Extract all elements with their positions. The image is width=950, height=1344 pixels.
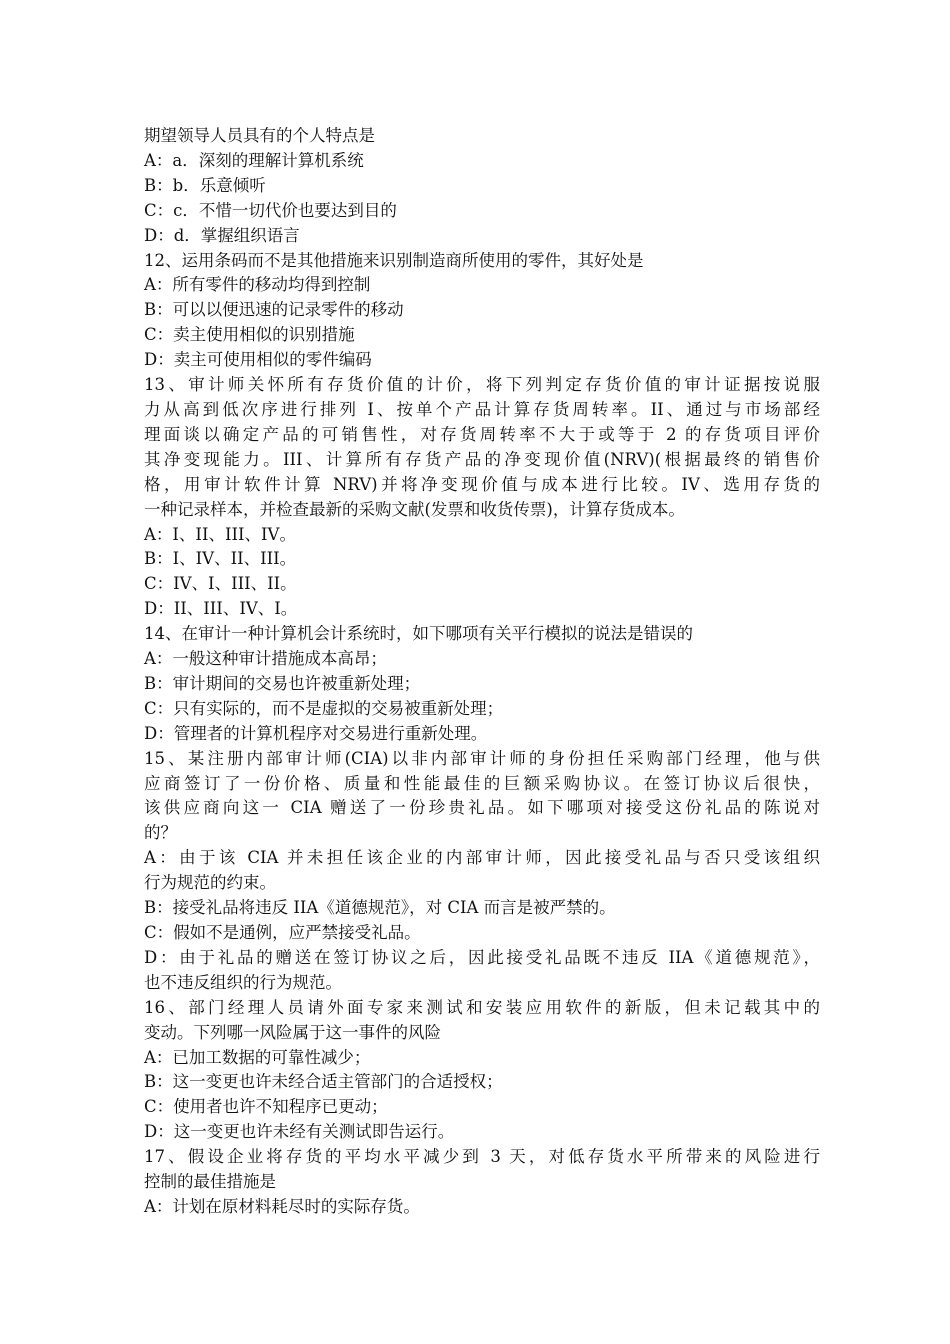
option-line: C：只有实际的，而不是虚拟的交易被重新处理； — [144, 698, 504, 718]
question-14-line: 14、在审计一种计算机会计系统时，如下哪项有关平行模拟的说法是错误的 — [144, 624, 693, 644]
option-line: A：所有零件的移动均得到控制 — [144, 275, 371, 295]
question-17-line: 17、假设企业将存货的平均水平减少到 3 天，对低存货水平所带来的风险进行 — [144, 1147, 820, 1167]
option-line: B：审计期间的交易也许被重新处理； — [144, 673, 421, 693]
option-line: A：a．深刻的理解计算机系统 — [144, 150, 364, 170]
option-line: A：计划在原材料耗尽时的实际存货。 — [144, 1196, 420, 1216]
question-16-line: 16、部门经理人员请外面专家来测试和安装应用软件的新版，但未记载其中的 — [144, 997, 820, 1017]
question-13-line: 一种记录样本，并检查最新的采购文献(发票和收货传票)，计算存货成本。 — [144, 499, 685, 519]
question-16-line: 变动。下列哪一风险属于这一事件的风险 — [144, 1022, 441, 1042]
option-line: A：由于该 CIA 并未担任该企业的内部审计师，因此接受礼品与否只受该组织 — [144, 848, 820, 868]
question-15-line: 该供应商向这一 CIA 赠送了一份珍贵礼品。如下哪项对接受这份礼品的陈说对 — [144, 798, 820, 818]
option-line: A：已加工数据的可靠性减少； — [144, 1047, 371, 1067]
option-line: C：c．不惜一切代价也要达到目的 — [144, 200, 397, 220]
question-13-line: 其净变现能力。III、计算所有存货产品的净变现价值(NRV)(根据最终的销售价 — [144, 449, 820, 469]
question-17-line: 控制的最佳措施是 — [144, 1172, 276, 1192]
option-line: D：管理者的计算机程序对交易进行重新处理。 — [144, 723, 488, 743]
option-line: B：I、IV、II、III。 — [144, 549, 297, 569]
option-line: 也不违反组织的行为规范。 — [144, 972, 342, 992]
option-line: C：卖主使用相似的识别措施 — [144, 325, 355, 345]
option-line: 行为规范的约束。 — [144, 873, 276, 893]
question-12-line: 12、运用条码而不是其他措施来识别制造商所使用的零件，其好处是 — [144, 250, 644, 270]
question-15-line: 15、某注册内部审计师(CIA)以非内部审计师的身份担任采购部门经理，他与供 — [144, 748, 820, 768]
option-line: B：这一变更也许未经合适主管部门的合适授权； — [144, 1072, 503, 1092]
option-line: B：b．乐意倾听 — [144, 175, 266, 195]
option-line: D：这一变更也许未经有关测试即告运行。 — [144, 1122, 455, 1142]
option-line: D：II、III、IV、I。 — [144, 599, 298, 619]
option-line: B：接受礼品将违反 IIA《道德规范》，对 CIA 而言是被严禁的。 — [144, 898, 616, 918]
question-13-line: 理面谈以确定产品的可销售性，对存货周转率不大于或等于 2 的存货项目评价 — [144, 424, 820, 444]
question-13-line: 格，用审计软件计算 NRV)并将净变现价值与成本进行比较。IV、选用存货的 — [144, 474, 820, 494]
text-line: 期望领导人员具有的个人特点是 — [144, 126, 375, 145]
option-line: C：IV、I、III、II。 — [144, 574, 297, 594]
option-line: A：一般这种审计措施成本高昂； — [144, 649, 387, 669]
option-line: C：使用者也许不知程序已更动； — [144, 1097, 388, 1117]
question-13-line: 力从高到低次序进行排列 I、按单个产品计算存货周转率。II、通过与市场部经 — [144, 399, 820, 419]
option-line: D：d．掌握组织语言 — [144, 225, 300, 245]
question-15-line: 应商签订了一份价格、质量和性能最佳的巨额采购协议。在签订协议后很快， — [144, 773, 820, 793]
option-line: D：卖主可使用相似的零件编码 — [144, 350, 372, 370]
question-15-line: 的？ — [144, 823, 177, 843]
question-13-line: 13、审计师关怀所有存货价值的计价，将下列判定存货价值的审计证据按说服 — [144, 375, 820, 395]
option-line: D：由于礼品的赠送在签订协议之后，因此接受礼品既不违反 IIA《道德规范》， — [144, 947, 820, 967]
document-page — [144, 124, 820, 1220]
option-line: A：I、II、III、IV。 — [144, 524, 296, 544]
option-line: B：可以以便迅速的记录零件的移动 — [144, 300, 404, 320]
option-line: C：假如不是通例，应严禁接受礼品。 — [144, 923, 421, 942]
